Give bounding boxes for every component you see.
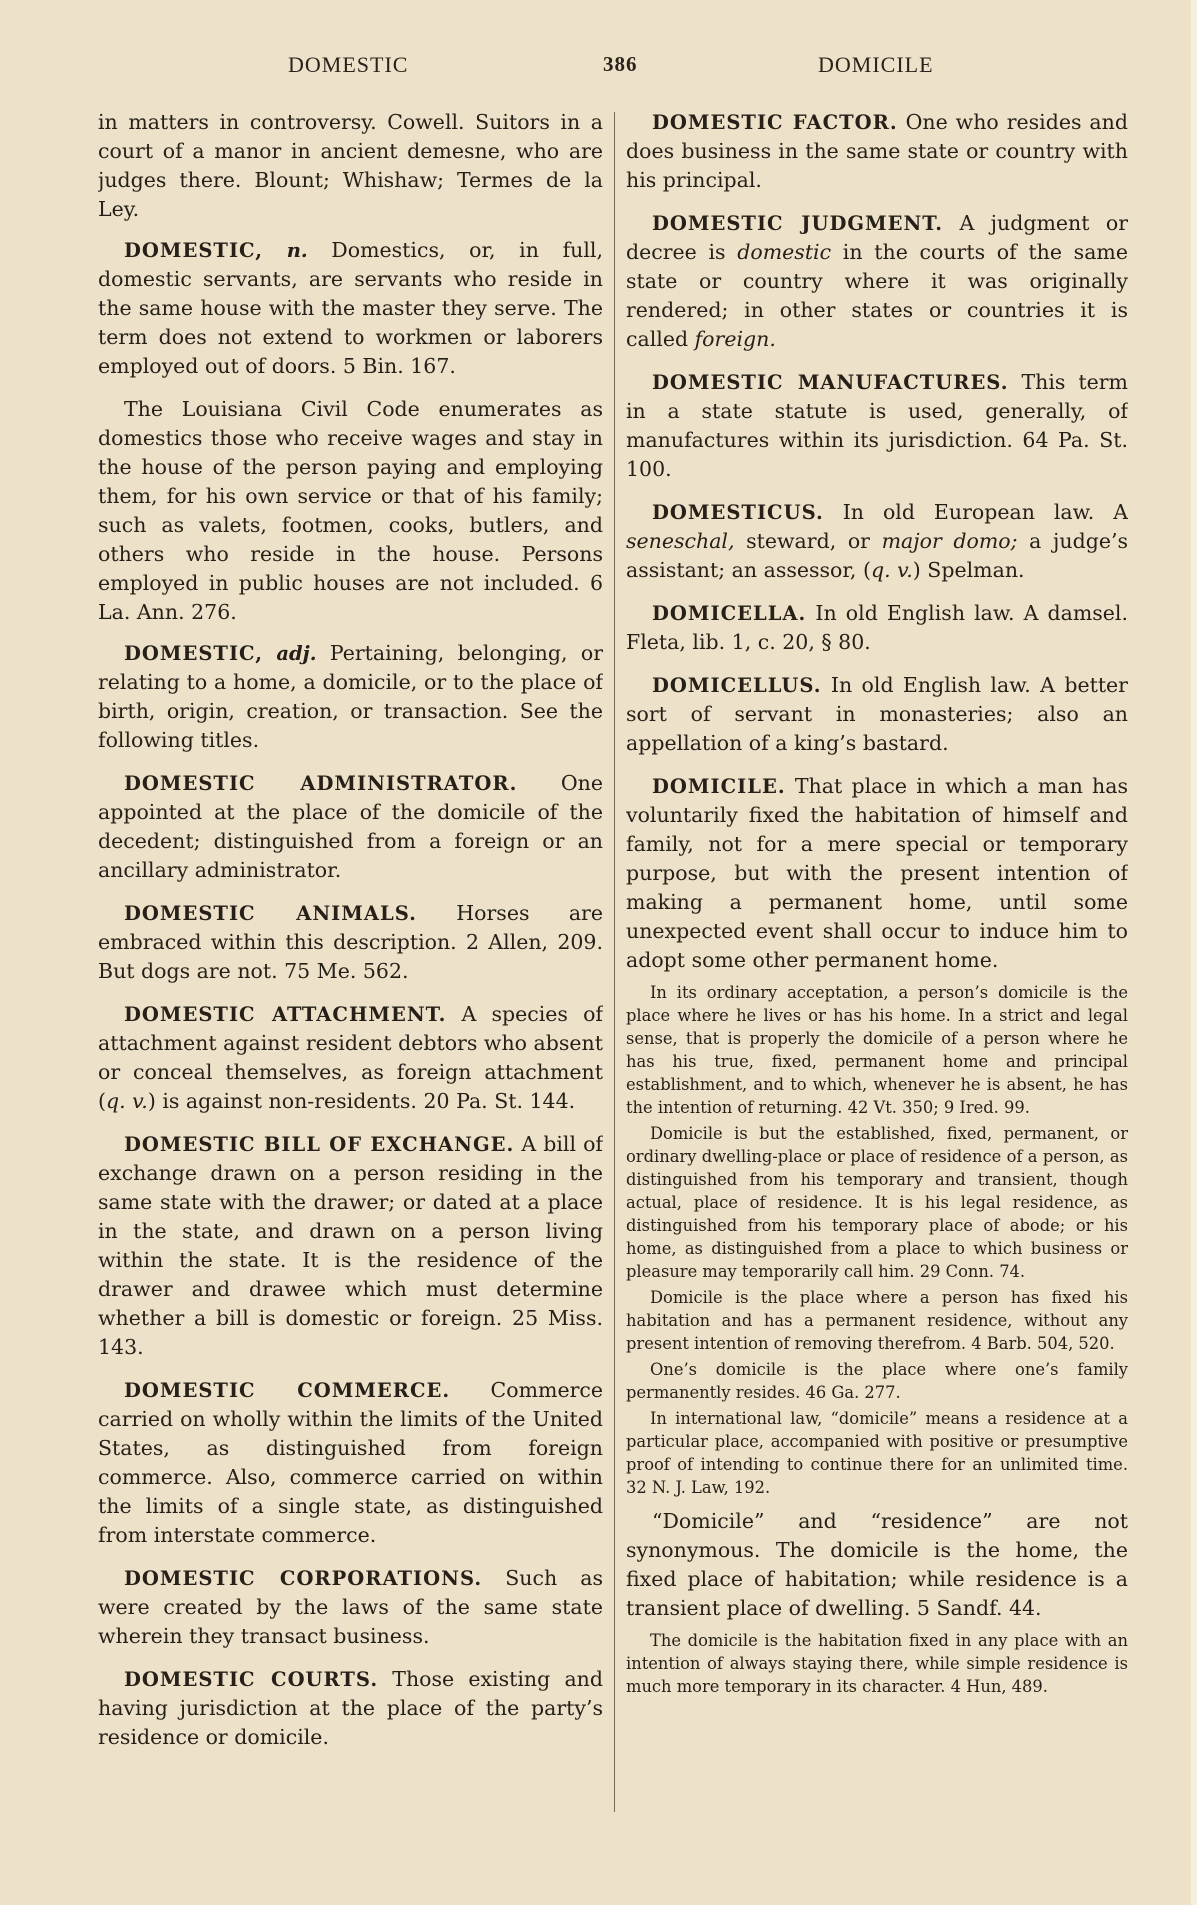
- entry-text: A bill of exchange drawn on a person residing in the same state with the drawer; or dated at a place in the state, and drawn on a person living within the state. It is the residence of the drawer and drawee which must determine whether a bill is domestic or foreign. 25 Miss. 143.: [98, 1132, 603, 1359]
- entry-domicellus: [626, 671, 1128, 758]
- entry-text: In old English law. A better sort of servant in monasteries; also an appellation of a king’s bastard.: [626, 673, 1128, 755]
- entry-text: In old European law. A: [823, 500, 1128, 524]
- entry-term: DOMESTIC COMMERCE.: [124, 1379, 451, 1402]
- entry-term: DOMESTIC,: [124, 642, 264, 665]
- italic-term: major domo;: [881, 529, 1018, 553]
- entry-text: Commerce carried on wholly within the limits of the United States, as distinguished from foreign commerce. Also, commerce carried on within the limits of a single state, as distinguished from interstate commerce.: [98, 1378, 603, 1547]
- entry-term: DOMICELLUS.: [652, 674, 822, 697]
- page-number: 386: [603, 52, 638, 76]
- domicile-final-note: The domicile is the habitation fixed in any place with an intention of always staying there, while simple residence is much more temporary in its character. 4 Hun, 489.: [626, 1631, 1128, 1696]
- domicile-residence-para: “Domicile” and “residence” are not synonymous. The domicile is the home, the fixed place of habitation; while residence is a transient place of dwelling. 5 Sandf. 44.: [626, 1509, 1128, 1620]
- entry-domesticus: [626, 498, 1128, 585]
- entry-domestic-noun: [98, 236, 603, 381]
- entry-domestic-commerce: [98, 1376, 603, 1550]
- domicile-note: Domicile is the place where a person has fixed his habitation and has a permanent residence, without any present intention of removing therefrom. 4 Barb. 504, 520.: [626, 1288, 1128, 1353]
- entry-term: DOMESTIC CORPORATIONS.: [124, 1567, 483, 1590]
- entry-term: DOMESTIC ATTACHMENT.: [124, 1003, 447, 1026]
- entry-term: DOMESTIC BILL OF EXCHANGE.: [124, 1133, 515, 1156]
- entry-text: Pertaining, belonging, or relating to a home, a domicile, or to the place of birth, origin, creation, or transaction. See the following titles.: [98, 641, 603, 752]
- header-left-guideword: DOMESTIC: [288, 52, 409, 77]
- domicile-note: Domicile is but the established, fixed, permanent, or ordinary dwelling-place or place of residence of a person, as distinguished from his temporary and transient, though actual, place of residence. It is his legal residence, as distinguished from his temporary place of abode; or his home, as distinguished from a place to which business or pleasure may temporarily call him. 29 Conn. 74.: [626, 1124, 1128, 1281]
- entry-term: DOMESTIC MANUFACTURES.: [652, 371, 1009, 394]
- entry-term: DOMESTIC,: [124, 239, 264, 262]
- entry-domestic-animals: [98, 899, 603, 986]
- italic-term: foreign.: [694, 327, 776, 351]
- entry-domestic-courts: [98, 1665, 603, 1752]
- domicile-note: One’s domicile is the place where one’s family permanently resides. 46 Ga. 277.: [626, 1360, 1128, 1402]
- entry-term: DOMESTIC COURTS.: [124, 1668, 379, 1691]
- entry-term: DOMICILE.: [652, 775, 786, 798]
- entry-text: One appointed at the place of the domicile of the decedent; distinguished from a foreign or an ancillary administrator.: [98, 771, 603, 882]
- page-edge: [1191, 0, 1197, 1905]
- entry-domicella: [626, 599, 1128, 657]
- entry-domestic-manufactures: [626, 368, 1128, 484]
- entry-text: That place in which a man has voluntarily fixed the habitation of himself and family, not for a mere special or temporary purpose, but with the present intention of making a permanent home, until some unexpected event shall occur to induce him to adopt some other permanent home.: [626, 774, 1128, 972]
- entry-domestic-noun-para2: The Louisiana Civil Code enumerates as domestics those who receive wages and stay in the house of the person paying and employing them, for his own service or that of his family; such as valets, footmen, cooks, butlers, and others who reside in the house. Persons employed in public houses are not included. 6 La. Ann. 276.: [98, 397, 603, 624]
- domicile-note: In its ordinary acceptation, a person’s domicile is the place where he lives or has his home. In a strict and legal sense, that is properly the domicile of a person where he has his true, fixed, permanent home and principal establishment, and to which, whenever he is absent, he has the intention of returning. 42 Vt. 350; 9 Ired. 99.: [626, 983, 1128, 1117]
- entry-text: A species of attachment against resident debtors who absent or conceal themselves, as foreign attachment (: [98, 1002, 603, 1113]
- entry-domestic-attachment: [98, 1000, 603, 1116]
- entry-text: in the courts of the same state or country where it was originally rendered; in other states or countries it is called: [626, 240, 1128, 351]
- entry-domestic-adj: [98, 639, 603, 755]
- entry-text: In old English law. A damsel. Fleta, lib. 1, c. 20, § 80.: [626, 601, 1128, 654]
- cross-reference: q. v.: [106, 1089, 148, 1113]
- entry-domestic-bill-of-exchange: [98, 1130, 603, 1362]
- domicile-note: In international law, “domicile” means a residence at a particular place, accompanied with positive or presumptive proof of intending to continue there for an unlimited time. 32 N. J. Law, 192.: [626, 1409, 1128, 1497]
- entry-text: ) Spelman.: [912, 558, 1025, 582]
- entry-domestic-administrator: [98, 769, 603, 885]
- entry-text: One who resides and does business in the same state or country with his principal.: [626, 110, 1128, 192]
- italic-term: seneschal,: [626, 529, 735, 553]
- entry-domestic-factor: [626, 108, 1128, 195]
- entry-term: DOMESTIC ADMINISTRATOR.: [124, 772, 518, 795]
- entry-term: DOMESTICUS.: [652, 501, 824, 524]
- entry-term: DOMESTIC ANIMALS.: [124, 902, 417, 925]
- entry-domestic-corporations: [98, 1564, 603, 1651]
- entry-text: Such as were created by the laws of the same state wherein they transact business.: [98, 1566, 603, 1648]
- entry-text: Domestics, or, in full, domestic servants, are servants who reside in the same house with the master they serve. The term does not extend to workmen or laborers employed out of doors. 5 Bin. 167.: [98, 238, 603, 378]
- italic-term: domestic: [737, 240, 832, 264]
- entry-text: a judge’s assistant; an assessor, (: [626, 529, 1128, 582]
- entry-domestic-judgment: [626, 209, 1128, 354]
- entry-text: This term in a state statute is used, generally, of manufactures within its jurisdiction. 64 Pa. St. 100.: [626, 370, 1128, 481]
- entry-text: Those existing and having jurisdiction at the place of the party’s residence or domicile.: [98, 1667, 603, 1749]
- cross-reference: q. v.: [870, 558, 913, 582]
- entry-text: ) is against non-residents. 20 Pa. St. 144.: [147, 1089, 576, 1113]
- part-of-speech: n.: [286, 239, 308, 262]
- entry-term: DOMESTIC JUDGMENT.: [652, 212, 944, 235]
- entry-text: A judgment or decree is: [626, 211, 1128, 264]
- entry-term: DOMICELLA.: [652, 602, 807, 625]
- page-header: [0, 52, 1197, 92]
- entry-text: steward, or: [734, 529, 882, 553]
- entry-text: Horses are embraced within this description. 2 Allen, 209. But dogs are not. 75 Me. 562.: [98, 901, 603, 983]
- right-column: [626, 108, 1128, 1848]
- header-right-guideword: DOMICILE: [818, 52, 934, 77]
- left-column: [98, 108, 603, 1848]
- entry-term: DOMESTIC FACTOR.: [652, 111, 898, 134]
- entry-domicile: [626, 772, 1128, 975]
- column-divider: [614, 112, 615, 1812]
- part-of-speech: adj.: [276, 642, 317, 665]
- continuation-text: in matters in controversy. Cowell. Suitors in a court of a manor in ancient demesne, who are judges there. Blount; Whishaw; Termes de la Ley.: [98, 110, 603, 221]
